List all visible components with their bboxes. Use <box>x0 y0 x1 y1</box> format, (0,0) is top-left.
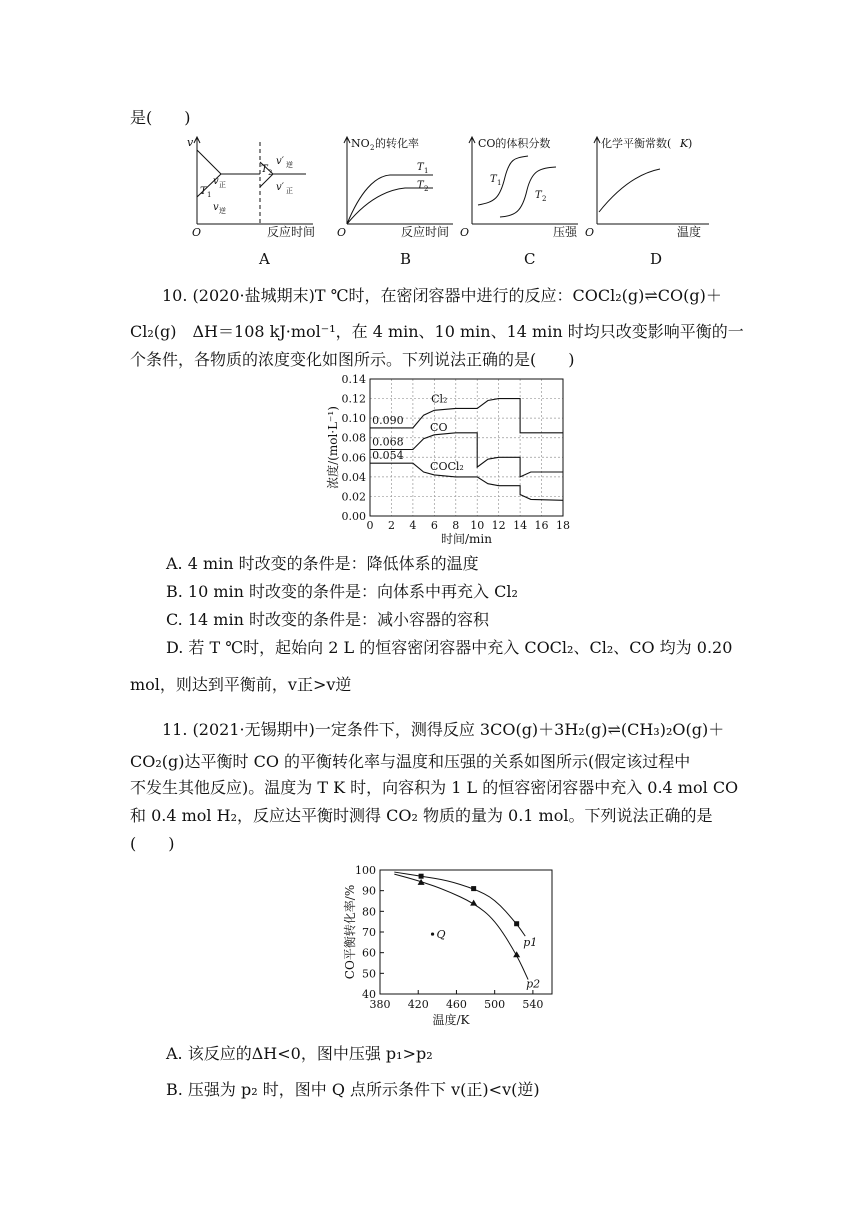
y-tick-label: 0.02 <box>341 490 366 504</box>
svg-text:T: T <box>490 174 497 185</box>
x-tick-label: 540 <box>522 998 544 1011</box>
svg-text:正: 正 <box>219 181 226 189</box>
y-tick-label: 0.00 <box>341 510 366 523</box>
value-annotation: 0.068 <box>372 435 404 449</box>
svg-text:逆: 逆 <box>286 161 293 169</box>
svg-text:化学平衡常数(: 化学平衡常数( <box>601 137 672 150</box>
y-tick-label: 0.14 <box>341 373 366 386</box>
svg-text:T: T <box>261 164 268 175</box>
q10-option-d: D. 若 T ℃时，起始向 2 L 的恒容密闭容器中充入 COCl₂、Cl₂、CO 均为 0.20 <box>166 638 733 657</box>
svg-text:的转化率: 的转化率 <box>375 137 419 150</box>
svg-text:2: 2 <box>268 169 273 177</box>
q11-line4: 和 0.4 mol H₂，反应达平衡时测得 CO₂ 物质的量为 0.1 mol。下列说法正确的是 <box>130 806 713 825</box>
svg-text:CO的体积分数: CO的体积分数 <box>478 137 551 150</box>
x-axis-label: 时间/min <box>441 532 492 546</box>
q10-line3: 个条件，各物质的浓度变化如图所示。下列说法正确的是( ) <box>130 350 575 369</box>
q11-line1: 11. (2021·无锡期中)一定条件下，测得反应 3CO(g)＋3H₂(g)⇌(CH₃)₂O(g)＋ <box>162 720 725 739</box>
square-marker <box>514 921 519 926</box>
value-annotation: 0.054 <box>372 449 404 463</box>
svg-text:正: 正 <box>286 187 293 195</box>
svg-text:温度: 温度 <box>677 225 702 238</box>
series-curve-p2 <box>394 874 528 979</box>
svg-text:压强: 压强 <box>553 225 578 238</box>
svg-text:v′: v′ <box>276 156 284 167</box>
x-tick-label: 18 <box>556 519 570 532</box>
x-tick-label: 2 <box>387 519 395 532</box>
concentration-time-chart <box>325 372 575 547</box>
y-axis-label: CO平衡转化率/% <box>343 884 357 980</box>
triangle-marker <box>418 879 425 885</box>
x-tick-label: 8 <box>452 519 460 532</box>
figure-c <box>460 132 585 238</box>
y-tick-label: 60 <box>362 946 376 960</box>
origin-label: O <box>192 226 202 238</box>
svg-text:1: 1 <box>424 167 429 175</box>
q11-option-b: B. 压强为 p₂ 时，图中 Q 点所示条件下 v(正)<v(逆) <box>166 1080 540 1099</box>
series-line-2 <box>370 463 563 500</box>
series-label: p2 <box>526 977 541 991</box>
y-tick-label: 40 <box>362 988 376 1001</box>
svg-text:T: T <box>417 180 424 191</box>
x-tick-label: 0 <box>366 519 374 532</box>
series-label: COCl₂ <box>430 460 464 474</box>
svg-text:v: v <box>187 136 194 149</box>
svg-text:v′: v′ <box>276 182 284 193</box>
x-tick-label: 4 <box>409 519 417 532</box>
svg-text:v: v <box>213 176 219 187</box>
x-axis-label: 温度/K <box>432 1013 470 1027</box>
svg-text:2: 2 <box>542 195 547 203</box>
svg-text:): ) <box>688 137 693 150</box>
svg-text:1: 1 <box>497 179 502 187</box>
svg-text:逆: 逆 <box>219 207 226 215</box>
q-point <box>431 932 434 935</box>
x-tick-label: 14 <box>513 519 528 532</box>
svg-text:2: 2 <box>370 144 375 152</box>
q10-option-d-cont: mol，则达到平衡前，v正>v逆 <box>130 675 352 694</box>
x-tick-label: 460 <box>445 998 467 1011</box>
square-marker <box>419 874 424 879</box>
figure-a-caption: A <box>259 250 270 268</box>
q10-line1: 10. (2020·盐城期末)T ℃时，在密闭容器中进行的反应：COCl₂(g)⇌CO(g)＋ <box>162 286 722 305</box>
q10-line2: Cl₂(g) ΔH＝108 kJ·mol⁻¹，在 4 min、10 min、14 min 时均只改变影响平衡的一 <box>130 322 744 341</box>
svg-text:v: v <box>213 202 219 213</box>
x-tick-label: 380 <box>369 998 391 1011</box>
y-tick-label: 70 <box>362 926 376 939</box>
figure-b <box>335 132 455 238</box>
x-tick-label: 500 <box>484 998 506 1011</box>
series-label: Cl₂ <box>431 392 448 406</box>
svg-text:反应时间: 反应时间 <box>267 225 316 238</box>
value-annotation: 0.090 <box>372 413 404 427</box>
x-tick-label: 10 <box>470 519 485 532</box>
svg-text:O: O <box>460 226 470 238</box>
y-tick-label: 100 <box>355 864 376 877</box>
figure-d <box>585 132 715 238</box>
q9-tail: 是( ) <box>130 108 191 127</box>
y-tick-label: 0.08 <box>341 431 366 445</box>
svg-text:NO: NO <box>351 137 370 150</box>
svg-text:反应时间: 反应时间 <box>401 225 450 238</box>
figure-d-caption: D <box>650 250 663 268</box>
x-tick-label: 16 <box>534 519 549 532</box>
svg-text:1: 1 <box>207 191 212 199</box>
y-axis-label: 浓度/(mol·L⁻¹) <box>326 406 340 489</box>
x-tick-label: 420 <box>407 998 429 1011</box>
figure-c-caption: C <box>524 250 536 268</box>
q-point-label: Q <box>436 928 446 942</box>
svg-text:K: K <box>680 137 689 150</box>
x-tick-label: 6 <box>430 519 438 532</box>
x-tick-label: 12 <box>491 519 506 532</box>
series-curve-p1 <box>394 872 525 936</box>
svg-text:T: T <box>200 186 207 197</box>
co-conversion-chart <box>340 862 560 1032</box>
square-marker <box>471 886 476 891</box>
q11-line3: 不发生其他反应)。温度为 T K 时，向容积为 1 L 的恒容密闭容器中充入 0.4 mol CO <box>130 778 739 797</box>
figure-b-caption: B <box>400 250 412 268</box>
y-tick-label: 0.12 <box>341 392 366 406</box>
y-tick-label: 0.06 <box>341 451 366 465</box>
y-tick-label: 80 <box>362 905 376 919</box>
q11-option-a: A. 该反应的ΔH<0，图中压强 p₁>p₂ <box>166 1044 433 1063</box>
q11-line5: ( ) <box>130 834 175 853</box>
y-tick-label: 0.04 <box>341 470 366 484</box>
y-tick-label: 90 <box>362 884 376 898</box>
svg-text:O: O <box>585 226 595 238</box>
svg-text:T: T <box>535 190 542 201</box>
series-label: CO <box>430 420 448 434</box>
y-tick-label: 50 <box>362 967 376 981</box>
svg-text:T: T <box>417 162 424 173</box>
svg-text:O: O <box>337 226 347 238</box>
svg-text:2: 2 <box>424 185 429 193</box>
figure-a <box>183 132 318 238</box>
q11-line2: CO₂(g)达平衡时 CO 的平衡转化率与温度和压强的关系如图所示(假定该过程中 <box>130 752 691 771</box>
series-label: p1 <box>523 936 538 950</box>
y-tick-label: 0.10 <box>341 412 366 426</box>
q10-option-c: C. 14 min 时改变的条件是：减小容器的容积 <box>166 610 489 629</box>
q10-option-b: B. 10 min 时改变的条件是：向体系中再充入 Cl₂ <box>166 582 518 601</box>
q10-option-a: A. 4 min 时改变的条件是：降低体系的温度 <box>166 554 479 573</box>
